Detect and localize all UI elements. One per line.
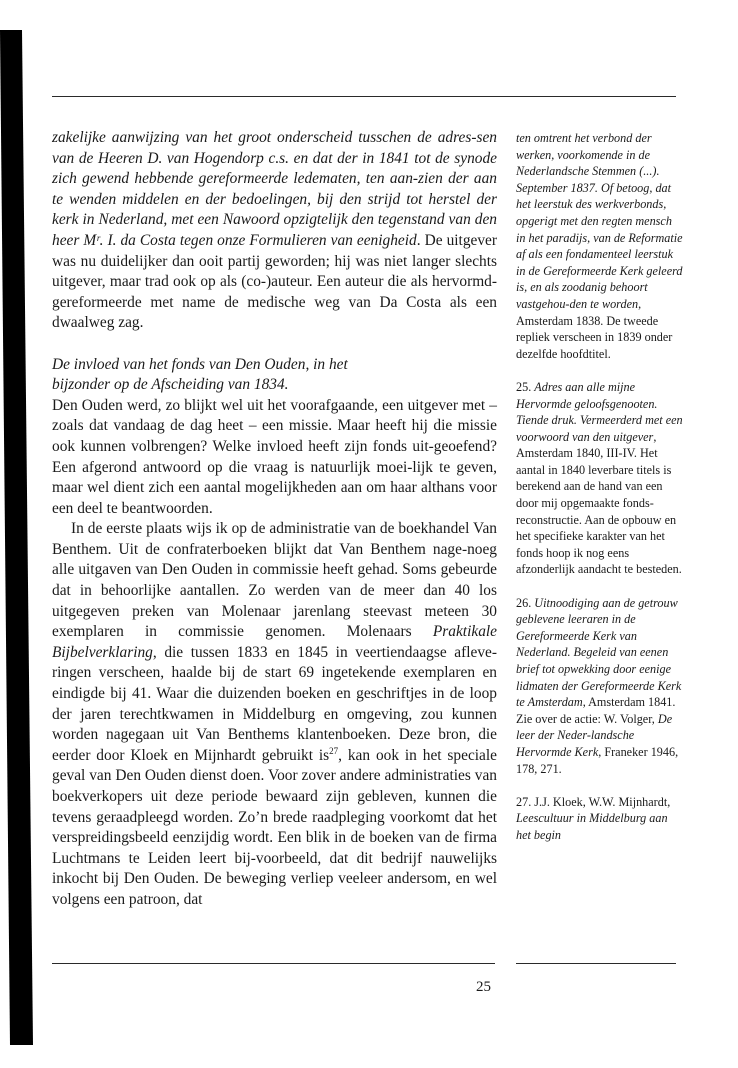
bottom-rule-main: [52, 963, 495, 964]
footnotes-column: [516, 130, 684, 860]
footnote-24-continued: ten omtrent het verbond der werken, voorkomende in de Nederlandsche Stemmen (...). September 1837. Of betoog, dat het leerstuk des werkverbonds, opgerigt met den regten mensch in het paradijs, van de Reformatie af als een fondamenteel leerstuk in de Gereformeerde Kerk geleerd is, en als zoodanig behoort vastgehou-den te worden, Amsterdam 1838. De tweede repliek verscheen in 1839 onder dezelfde hoofdtitel.: [516, 131, 683, 361]
footnote-reference[interactable]: 27: [329, 745, 339, 756]
bottom-rule-notes: [516, 963, 676, 964]
section-heading: De invloed van het fonds van Den Ouden, in het bijzonder op de Afscheiding van 1834.: [52, 355, 348, 394]
page-number: 25: [476, 979, 491, 995]
main-text-column: [52, 128, 497, 911]
book-title: Praktikale Bijbelverklaring: [52, 623, 497, 661]
top-rule: [52, 96, 676, 97]
scan-edge-shadow: [0, 30, 34, 1045]
footnote-27: 27. J.J. Kloek, W.W. Mijnhardt, Leescultuur in Middelburg aan het begin: [516, 794, 671, 842]
paragraph-2: Den Ouden werd, zo blijkt wel uit het voorafgaande, een uitgever met – zoals dat vandaag de dag heet – een missie. Maar heeft hij die missie ook kunnen volbrengen? Welke invloed heeft zijn fonds uit-geoefend? Een afgerond antwoord op die vraag is natuurlijk moei-lijk te geven, maar wel dient zich een aantal mogelijkheden aan om haar althans voor een deel te beantwoorden.: [52, 396, 497, 517]
footnote-26: 26. Uitnoodiging aan de getrouw geblevene leeraren in de Gereformeerde Kerk van Nederland. Begeleid van eenen brief tot opwekking door eenige lidmaten der Gereformeerde Kerk te Amsterdam, Amsterdam 1841. Zie over de actie: W. Volger, De leer der Neder-landsche Hervormde Kerk, Franeker 1946, 178, 271.: [516, 595, 682, 776]
paragraph-1: zakelijke aanwijzing van het groot onderscheid tusschen de adres-sen van de Heeren D. van Hogendorp c.s. en dat der in 1841 tot de synode zich gewend hebbende gereformeerde ledematen, ten aan-zien der aan te wenden middelen en der bedoelingen, bij den strijd tot herstel der kerk in Nederland, met een Nawoord opzigtelijk den tegenstand van den heer Mʳ. I. da Costa tegen onze Formulieren van eenigheid. De uitgever was nu duidelijker dan ooit partij geworden; hij was niet langer slechts uitgever, maar trad ook op als (co-)auteur. Een auteur die als hervormd-gereformeerde met name de medische weg van Da Costa als een dwaalweg zag.: [52, 129, 497, 332]
title-citation: zakelijke aanwijzing van het groot onderscheid tusschen de adres-sen van de Heeren D. van Hogendorp c.s. en dat der in 1841 tot de synode zich gewend hebbende gereformeerde ledematen, ten aan-zien der aan te wenden middelen en der bedoelingen, bij den strijd tot herstel der kerk in Nederland, met een Nawoord opzigtelijk den tegenstand van den heer Mʳ. I. da Costa tegen onze Formulieren van eenigheid: [52, 129, 497, 249]
footnote-25: 25. Adres aan alle mijne Hervormde geloofsgenooten. Tiende druk. Vermeerderd met een voorwoord van den uitgever, Amsterdam 1840, III-IV. Het aantal in 1840 leverbare titels is berekend aan de hand van een door mij opgemaakte fonds-reconstructie. Aan de opbouw en het specifieke karakter van het fonds hoop ik nog eens afzonderlijk aandacht te besteden.: [516, 379, 683, 577]
paragraph-3: In de eerste plaats wijs ik op de administratie van de boekhandel Van Benthem. Uit de confraterboeken blijkt dat Van Benthem nage-noeg alle uitgaven van Den Ouden in commissie heeft gehad. Soms gebeurde dat in behoorlijke aantallen. Zo werden van de meer dan 40 los uitgegeven preken van Molenaar jarenlang steevast meteen 30 exemplaren in commissie genomen. Molenaars Praktikale Bijbelverklaring, die tussen 1833 en 1845 in veertiendaagse afleve-ringen verscheen, haalde bij de start 69 ingetekende exemplaren en eindigde bij 41. Waar die duizenden boeken en geschriftjes in de loop der jaren terechtkwamen in Middelburg en omgeving, zou kunnen worden nagegaan uit Van Benthems klantenboeken. Deze bron, die eerder door Kloek en Mijnhardt gebruikt $is^{27}$, kan ook in het speciale geval van Den Ouden dienst doen. Voor zover andere administraties van boekverkopers uit deze periode bewaard zijn gebleven, kunnen die tevens geraadpleegd worden. Zo’n brede raadpleging voorkomt dat het verspreidingsbeeld eenzijdig wordt. Een blik in de boeken van de firma Luchtmans te Leiden leert bij-voorbeeld, dat dit bedrijf nauwelijks inkocht bij Den Ouden. De beweging verliep veeleer andersom, en wel volgens een patroon, dat: [52, 520, 497, 908]
